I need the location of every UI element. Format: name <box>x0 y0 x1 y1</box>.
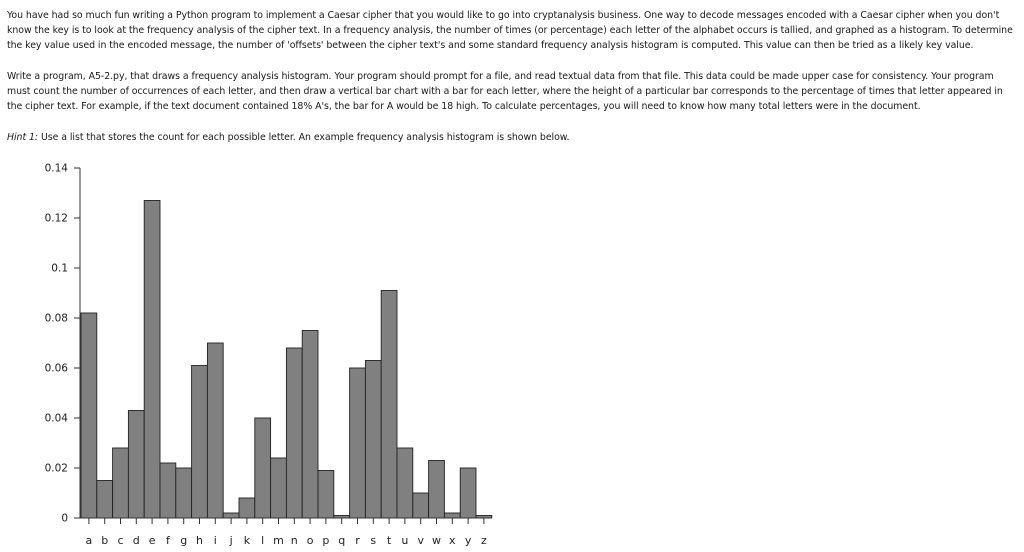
x-tick-label: o <box>306 534 314 547</box>
bar-j <box>223 513 239 518</box>
x-tick-label: u <box>401 534 409 547</box>
bar-d <box>128 411 144 519</box>
y-tick-label: 0.12 <box>44 212 68 225</box>
hint-text: Use a list that stores the count for each possible letter. An example frequency analysis histogram is shown below. <box>38 132 570 143</box>
x-tick-label: f <box>165 534 170 547</box>
x-tick-label: d <box>132 534 140 547</box>
bar-k <box>239 498 255 518</box>
y-tick-label: 0.08 <box>44 312 68 325</box>
bar-w <box>429 461 445 519</box>
x-tick-label: i <box>213 534 217 547</box>
bar-u <box>397 448 413 518</box>
y-tick-label: 0.06 <box>44 362 68 375</box>
x-tick-label: y <box>464 534 472 547</box>
x-tick-label: m <box>273 534 284 547</box>
x-tick-label: h <box>196 534 203 547</box>
x-tick-label: n <box>290 534 298 547</box>
bar-y <box>460 468 476 518</box>
x-tick-label: r <box>355 534 360 547</box>
x-tick-label: e <box>148 534 156 547</box>
bar-o <box>302 331 318 519</box>
bar-m <box>271 458 287 518</box>
hint-paragraph <box>7 130 1019 145</box>
bar-c <box>113 448 129 518</box>
frequency-histogram <box>0 150 520 552</box>
bar-s <box>365 361 381 519</box>
y-tick-label: 0 <box>61 512 68 525</box>
x-tick-label: c <box>117 534 124 547</box>
bar-e <box>144 201 160 519</box>
intro-paragraph: You have had so much fun writing a Python program to implement a Caesar cipher that you would like to go into cryptanalysis business. One way to decode messages encoded with a Caesar cipher when you don't know the key is to look at the frequency analysis of the cipher text. In a frequency analysis, the number of times (or percentage) each letter of the alphabet occurs is tallied, and graphed as a histogram. To determine the key value used in the encoded message, the number of 'offsets' between the cipher text's and some standard frequency analysis histogram is computed. This value can then be tried as a likely key value. <box>7 10 1013 51</box>
bar-l <box>255 418 271 518</box>
bar-a <box>81 313 97 518</box>
y-tick-label: 0.02 <box>44 462 68 475</box>
y-tick-label: 0.04 <box>44 412 68 425</box>
hint-label: Hint 1: <box>7 132 39 143</box>
x-tick-label: s <box>370 534 377 547</box>
bar-n <box>286 348 302 518</box>
bars <box>81 201 492 519</box>
bar-i <box>207 343 223 518</box>
x-tick-label: t <box>386 534 392 547</box>
y-axis <box>45 163 80 525</box>
instructions-paragraph: Write a program, A5-2.py, that draws a frequency analysis histogram. Your program should prompt for a file, and read textual data from that file. This data could be made upper case for consistency. Your program must count the number of occurrences of each letter, and then draw a vertical bar chart with a bar for each letter, where the height of a particular bar corresponds to the percentage of times that letter appeared in the cipher text. For example, if the text document contained 18% A's, the bar for A would be 18 high. To calculate percentages, you will need to know how many total letters were in the document. <box>7 71 1003 112</box>
x-tick-label: k <box>243 534 251 547</box>
x-tick-label: x <box>449 534 456 547</box>
y-tick-label: 0.1 <box>51 262 68 275</box>
x-axis <box>80 518 492 547</box>
bar-b <box>97 481 113 519</box>
x-tick-label: j <box>229 534 233 547</box>
x-tick-label: w <box>432 534 441 547</box>
y-tick-label: 0.14 <box>44 162 68 175</box>
bar-g <box>176 468 192 518</box>
bar-v <box>413 493 429 518</box>
bar-p <box>318 471 334 519</box>
x-tick-label: g <box>180 534 188 547</box>
bar-x <box>444 513 460 518</box>
bar-r <box>350 368 366 518</box>
bar-f <box>160 463 176 518</box>
x-tick-label: p <box>322 534 330 547</box>
x-tick-label: z <box>481 534 487 547</box>
x-tick-label: b <box>101 534 109 547</box>
x-tick-label: v <box>417 534 424 547</box>
x-tick-label: a <box>85 534 93 547</box>
bar-t <box>381 291 397 519</box>
x-tick-label: q <box>338 534 346 547</box>
bar-h <box>192 366 208 519</box>
x-tick-label: l <box>261 534 265 547</box>
